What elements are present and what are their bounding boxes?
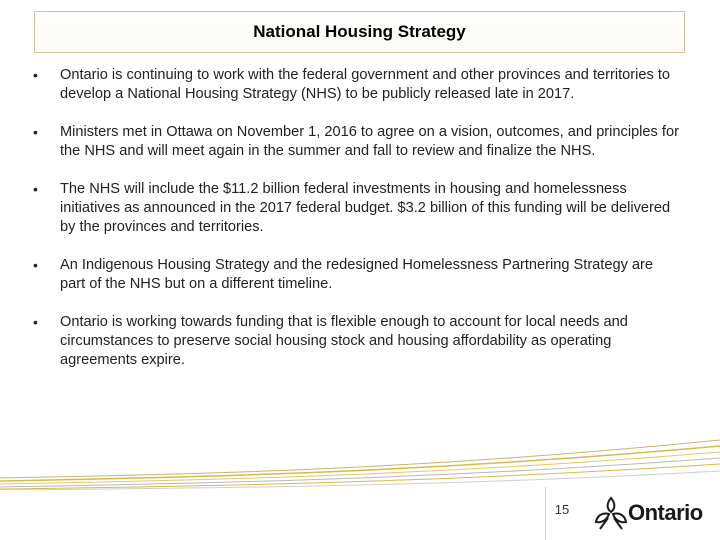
- bullet-item: [33, 123, 681, 161]
- bullet-text: Ontario is continuing to work with the federal government and other provinces and territories to develop a National Housing Strategy (NHS) to be publicly released late in 2017.: [60, 67, 671, 102]
- slide-title: National Housing Strategy: [253, 22, 466, 41]
- ontario-logo: [594, 494, 714, 534]
- page-number: 15: [554, 502, 570, 517]
- bullet-item: [33, 256, 681, 294]
- bullet-marker: •: [33, 124, 38, 140]
- bullet-marker: •: [33, 314, 38, 330]
- bullet-text: Ontario is working towards funding that is flexible enough to account for local needs and circumstances to preserve social housing stock and housing affordability as operating agreements expire.: [60, 314, 628, 368]
- decorative-swoosh: [0, 430, 720, 490]
- bullet-item: [33, 66, 681, 104]
- page-number-divider: [545, 487, 546, 540]
- bullet-marker: •: [33, 181, 38, 197]
- bullet-list: [33, 66, 681, 389]
- logo-wordmark: Ontario: [628, 500, 703, 525]
- bullet-item: [33, 180, 681, 237]
- bullet-marker: •: [33, 257, 38, 273]
- slide-title-box: [34, 11, 685, 53]
- bullet-text: An Indigenous Housing Strategy and the redesigned Homelessness Partnering Strategy are part of the NHS but on a different timeline.: [60, 257, 654, 292]
- bullet-item: [33, 313, 681, 370]
- trillium-logo-icon: [594, 494, 628, 534]
- bullet-marker: •: [33, 67, 38, 83]
- bullet-text: The NHS will include the $11.2 billion federal investments in housing and homelessness initiatives as announced in the 2017 federal budget. $3.2 billion of this funding will be delivered by the provinces and territories.: [60, 181, 671, 235]
- bullet-text: Ministers met in Ottawa on November 1, 2016 to agree on a vision, outcomes, and principles for the NHS and will meet again in the summer and fall to review and finalize the NHS.: [60, 124, 679, 159]
